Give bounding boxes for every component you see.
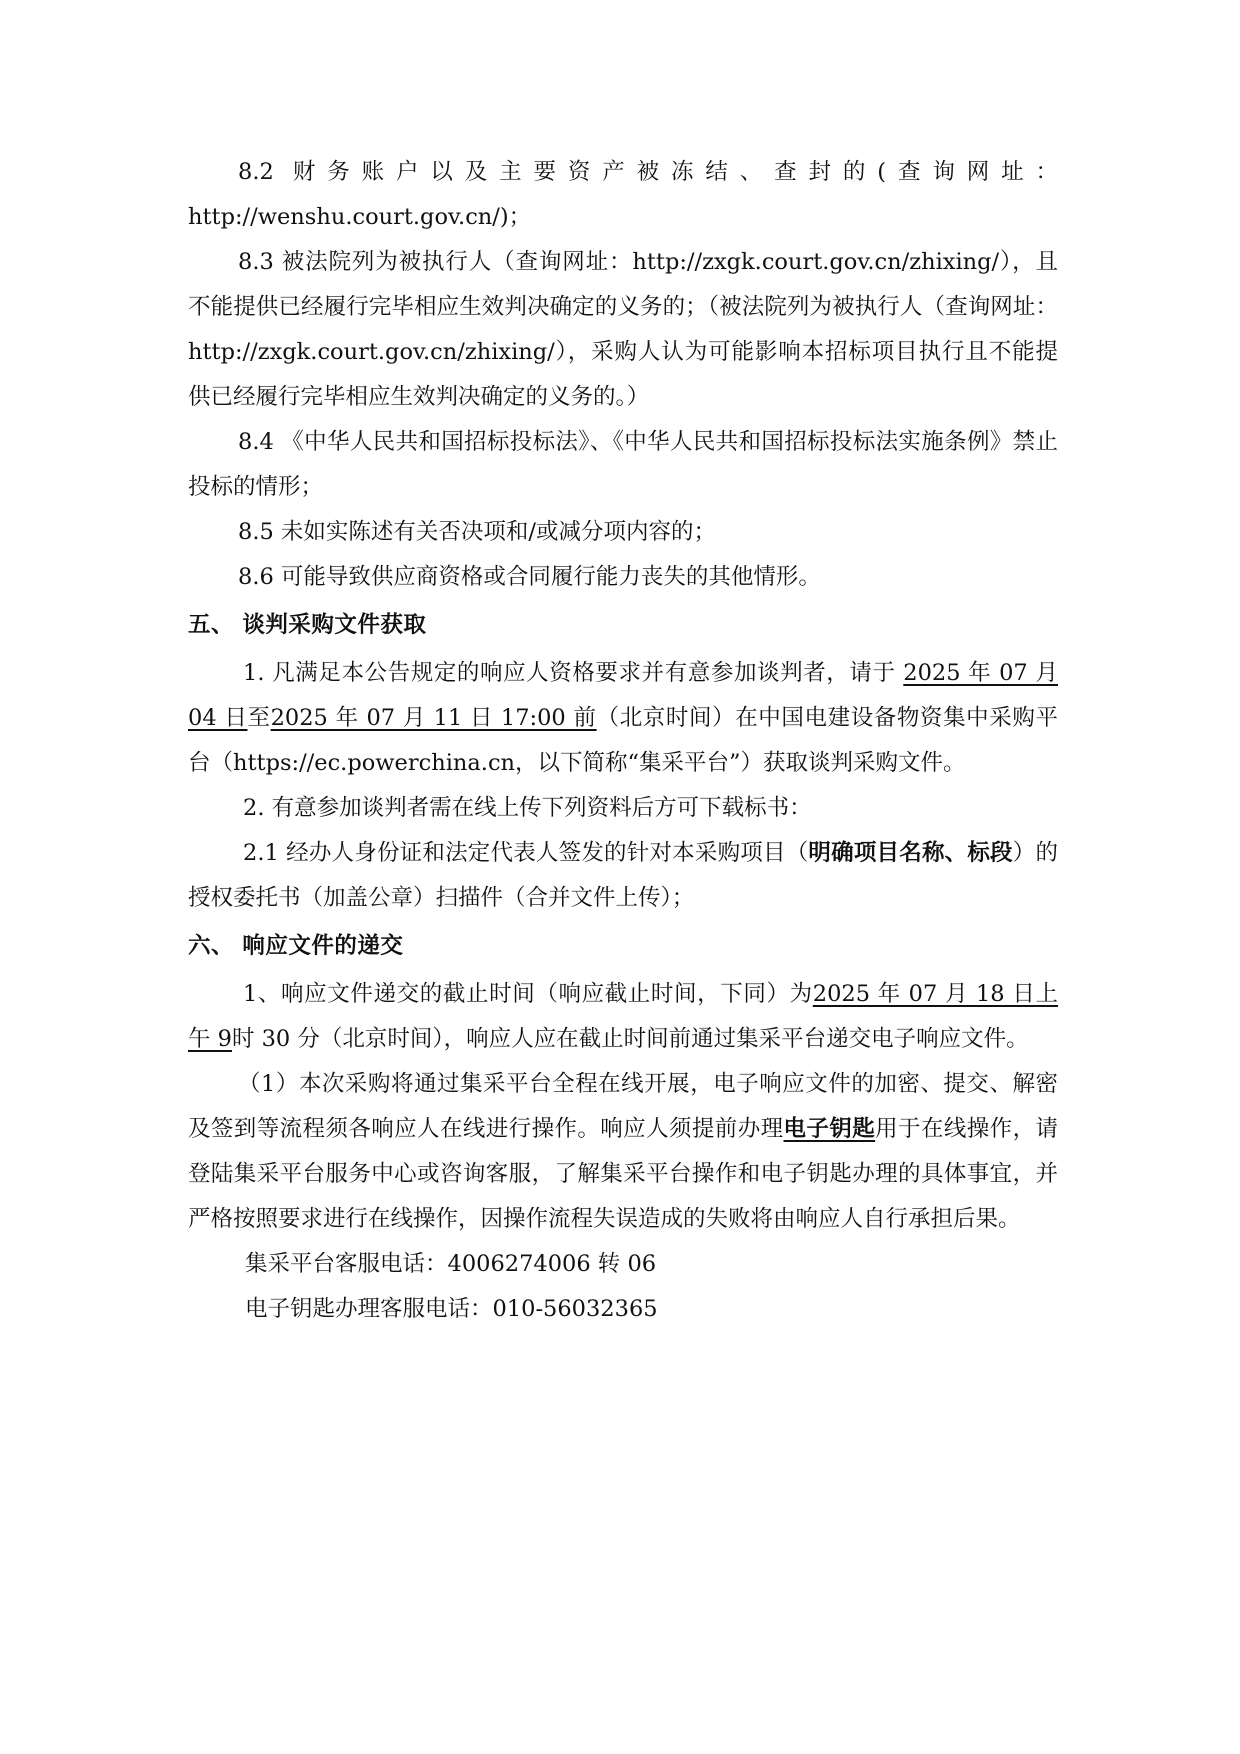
acquire-start-date: 2025 年 07 月 04 日 (188, 660, 1058, 731)
document-page (188, 150, 1058, 1332)
section-5-paragraph-2: 2. 有意参加谈判者需在线上传下列资料后方可下载标书： (243, 795, 812, 821)
section-5-paragraph-3 (188, 831, 1058, 921)
section-5-paragraph-1 (188, 651, 1058, 786)
electronic-key-service-phone: 电子钥匙办理客服电话：010-56032365 (245, 1296, 658, 1322)
project-name-emphasis: 明确项目名称、标段 (808, 840, 1013, 866)
item-8-4: 8.4 《中华人民共和国招标投标法》、《中华人民共和国招标投标法实施条例》禁止投标的情形； (188, 429, 1058, 500)
section-6-p2-text2: 用于在线操作，请登陆集采平台服务中心或咨询客服，了解集采平台操作和电子钥匙办理的具体事宜，并严格按照要求进行在线操作，因操作流程失误造成的失败将由响应人自行承担后果。 (188, 1116, 1058, 1232)
section-5-p3-text1: 2.1 经办人身份证和法定代表人签发的针对本采购项目（ (243, 840, 809, 866)
section-6-p1-text2: 时 30 分（北京时间），响应人应在截止时间前通过集采平台递交电子响应文件。 (231, 1026, 1029, 1052)
section-5-p1-text3: （北京时间）在中国电建设备物资集中采购平台（https://ec.powerchina.cn，以下简称“集采平台”）获取谈判采购文件。 (188, 705, 1058, 776)
platform-service-phone: 集采平台客服电话：4006274006 转 06 (245, 1251, 657, 1277)
section-6-p1-text1: 1、响应文件递交的截止时间（响应截止时间，下同）为 (243, 981, 813, 1007)
section-5-heading: 五、 谈判采购文件获取 (188, 612, 427, 638)
section-5-p3-text2: ）的授权委托书（加盖公章）扫描件（合并文件上传）； (188, 840, 1058, 911)
submission-deadline: 2025 年 07 月 18 日上午 9 (188, 981, 1058, 1052)
item-8-5: 8.5 未如实陈述有关否决项和/或减分项内容的； (238, 519, 717, 545)
section-6-p2-text1: （1）本次采购将通过集采平台全程在线开展，电子响应文件的加密、提交、解密及签到等流程须各响应人在线进行操作。响应人须提前办理 (188, 1071, 1058, 1142)
section-5-p1-text1: 1. 凡满足本公告规定的响应人资格要求并有意参加谈判者，请于 (243, 660, 904, 686)
item-8-2-line2: http://wenshu.court.gov.cn/)； (188, 204, 532, 230)
electronic-key-term: 电子钥匙 (783, 1116, 876, 1142)
section-6-paragraph-1 (188, 972, 1058, 1062)
section-6-heading: 六、 响应文件的递交 (188, 933, 404, 959)
section-6-paragraph-2 (188, 1062, 1058, 1242)
item-8-3: 8.3 被法院列为被执行人（查询网址：http://zxgk.court.gov.cn/zhixing/），且不能提供已经履行完毕相应生效判决确定的义务的；（被法院列为被执行人（查询网址：http://zxgk.court.gov.cn/zhixing/），采购人认为可能影响本招标项目执行且不能提供已经履行完毕相应生效判决确定的义务的。） (188, 249, 1058, 410)
item-8-2-line1: 8.2 财务账户以及主要资产被冻结、查封的(查询网址： (238, 159, 1058, 185)
section-5-p1-text2: 至 (247, 705, 271, 731)
item-8-6: 8.6 可能导致供应商资格或合同履行能力丧失的其他情形。 (238, 564, 821, 590)
acquire-end-date: 2025 年 07 月 11 日 17:00 前 (270, 705, 597, 731)
item-8-2 (188, 150, 1058, 240)
